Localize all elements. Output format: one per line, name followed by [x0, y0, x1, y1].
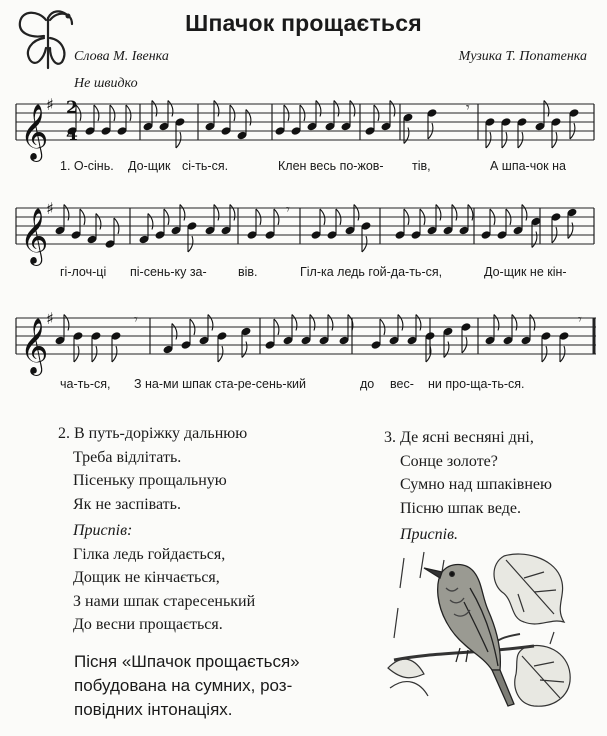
- verse-2-line-4: Як не заспівать.: [73, 495, 181, 513]
- lyric-3-1: ча-ть-ся,: [60, 377, 111, 391]
- note-flag: [214, 101, 219, 117]
- note-flag: [328, 315, 333, 331]
- note-flag: [544, 101, 549, 117]
- music-credit: Музика Т. Попатенка: [458, 49, 587, 64]
- lyric-1-5: тів,: [412, 159, 431, 173]
- treble-clef-icon: 𝄞: [20, 208, 49, 264]
- note-flag: [354, 205, 359, 221]
- time-signature-top: 2: [66, 98, 78, 118]
- chorus-line-2: Дощик не кінчається,: [73, 569, 220, 586]
- verse-3-line-4: Пісню шпак веде.: [400, 499, 521, 517]
- eighth-rest-icon: 𝄾: [466, 100, 470, 116]
- note-flag: [522, 205, 527, 221]
- lyric-2-5: До-щик не кін-: [484, 265, 567, 279]
- note-flag: [172, 324, 177, 340]
- sharp-sign: ♯: [46, 95, 54, 114]
- note-flag: [292, 315, 297, 331]
- lyric-1-3: сі-ть-ся.: [182, 159, 229, 173]
- note-flag: [436, 205, 441, 221]
- lyric-3-4: вес-: [390, 377, 414, 391]
- lyric-2-1: гі-лоч-ці: [60, 265, 107, 279]
- chorus-line-1: Гілка ледь гойдається,: [73, 545, 226, 563]
- lyric-1-2: До-щик: [128, 159, 171, 173]
- eighth-rest-icon: 𝄾: [134, 312, 138, 328]
- time-signature-bottom: 4: [66, 125, 78, 145]
- note-flag: [64, 315, 69, 331]
- verse-3-line-2: Сонце золоте?: [400, 452, 498, 470]
- note-flag: [398, 315, 403, 331]
- note-flag: [404, 128, 409, 144]
- song-note-line-2: побудована на сумних, роз-: [74, 676, 293, 695]
- lyric-3-2: З на-ми шпак ста-ре-сень-кий: [134, 377, 307, 391]
- chorus-line-4: До весни прощається.: [73, 616, 223, 633]
- lyric-2-3: вів.: [238, 265, 258, 279]
- lyric-1-6: А шпа-чок на: [490, 159, 566, 173]
- note-flag: [180, 205, 185, 221]
- note-flag: [532, 232, 537, 248]
- note-flag: [96, 214, 101, 230]
- lyric-2-4: Гіл-ка ледь гой-да-ть-ся,: [300, 265, 443, 279]
- sharp-sign: ♯: [46, 309, 54, 328]
- note-flag: [334, 101, 339, 117]
- note-flag: [452, 205, 457, 221]
- note-flag: [316, 101, 321, 117]
- note-flag: [242, 342, 247, 358]
- note-flag: [530, 315, 535, 331]
- note-flag: [390, 101, 395, 117]
- note-flag: [246, 110, 251, 126]
- verse-3-line-1: 3. Де ясні весняні дні,: [384, 429, 534, 446]
- eighth-rest-icon: 𝄾: [578, 312, 582, 328]
- verse-2-line-3: Пісеньку прощальную: [73, 472, 227, 489]
- note-flag: [348, 315, 353, 331]
- lyric-2-2: пі-сень-ку за-: [130, 265, 207, 279]
- note-flag: [230, 205, 235, 221]
- sharp-sign: ♯: [46, 199, 54, 218]
- treble-clef-icon: 𝄞: [20, 104, 49, 160]
- tempo-marking: Не швидко: [74, 76, 138, 91]
- note-flag: [494, 315, 499, 331]
- song-note-line-3: повідних інтонаціях.: [74, 700, 233, 719]
- note-flag: [568, 223, 573, 239]
- lyric-1-1: 1. О-сінь.: [60, 159, 114, 173]
- note-flag: [64, 205, 69, 221]
- verse-2-line-2: Треба відлітать.: [73, 448, 182, 466]
- words-credit: Слова М. Івенка: [74, 49, 169, 64]
- verse-3-line-3: Сумно над шпаківнею: [400, 476, 552, 493]
- chorus-line-3: З нами шпак старесенький: [73, 592, 256, 610]
- eighth-rest-icon: 𝄾: [286, 202, 290, 218]
- note-flag: [208, 315, 213, 331]
- lyric-1-4: Клен весь по-жов-: [278, 159, 384, 173]
- note-flag: [310, 315, 315, 331]
- starling-illustration: [384, 548, 574, 718]
- note-flag: [148, 214, 153, 230]
- verse-2-line-1: 2. В путь-доріжку дальнюю: [58, 425, 248, 442]
- note-flag: [416, 315, 421, 331]
- note-flag: [512, 315, 517, 331]
- lyric-3-5: ни про-ща-ть-ся.: [428, 377, 525, 391]
- verse-3: [384, 426, 552, 547]
- treble-clef-icon: 𝄞: [20, 318, 49, 374]
- note-flag: [350, 101, 355, 117]
- chorus-label: Приспів:: [73, 522, 133, 539]
- note-flag: [168, 101, 173, 117]
- note-flag: [444, 342, 449, 358]
- lyric-3-3: до: [360, 377, 375, 391]
- song-note-line-1: Пісня «Шпачок прощається»: [74, 652, 300, 671]
- page-title: Шпачок прощається: [185, 10, 422, 36]
- verse-2: [58, 422, 255, 637]
- song-note: [74, 650, 300, 722]
- verse-3-chorus-label: Приспів.: [400, 526, 459, 543]
- note-flag: [214, 205, 219, 221]
- note-flag: [468, 205, 473, 221]
- note-flag: [152, 101, 157, 117]
